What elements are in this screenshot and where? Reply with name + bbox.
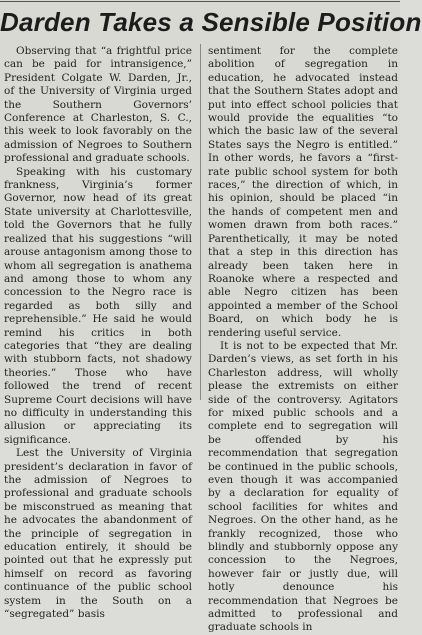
column-divider [200,44,201,400]
article-headline: Darden Takes a Sensible Position [0,7,422,37]
paragraph: Speaking with his customary frankness, Virginia’s former Governor, now head of its great State university at Charlottesville, told the Governors that he fully realized that his suggestions “will arouse antagonism among those to whom all segregation is anathema and among those to whom any concession to the Negro race is regarded as both silly and reprehensible.” He said he would remind his critics in both categories that “they are dealing with stubborn facts, not shadowy theories.” Those who have followed the trend of recent Supreme Court decisions will have no difficulty in understanding this allusion or appreciating its significance. [4,165,192,446]
paragraph: sentiment for the complete abolition of segregation in education, he advocated instead that the Southern States adopt and put into effect school policies that would provide the equalities “to which the basic law of the several States says the Negro is entitled.” In other words, he favors a “first-rate public school system for both races,” the direction of which, in his opinion, should be placed “in the hands of competent men and women drawn from both races.” Parenthetically, it may be noted that a step in this direction has already been taken here in Roanoke where a respected and able Negro citizen has been appointed a member of the School Board, on which body he is rendering useful service. [208,45,398,339]
paragraph: Lest the University of Virginia president’s declaration in favor of the admission of Negroes to professional and graduate schools be misconstrued as meaning that he advocates the abandonment of the principle of segregation in education entirely, it should be pointed out that he expressly put himself on record as favoring continuance of the public school system in the South on a “segregated” basis [4,447,192,621]
right-column [208,45,398,634]
paragraph: It is not to be expected that Mr. Darden’s views, as set forth in his Charleston address, will wholly please the extremists on either side of the controversy. Agitators for mixed public schools and a complete end to segregation will be offended by his recommendation that segregation be continued in the public schools, even though it was accompanied by a declaration for equality of school facilities for whites and Negroes. On the other hand, as he frankly recognized, those who blindly and stubbornly oppose any concession to the Negroes, however fair or justly due, will hotly denounce his recommendation that Negroes be admitted to professional and graduate schools in [208,339,398,634]
left-column [4,45,192,621]
top-rule [0,1,400,2]
paragraph: Observing that “a frightful price can be paid for intransigence,” President Colgate W. Darden, Jr., of the University of Virginia urged the Southern Governors’ Conference at Charleston, S. C., this week to look favorably on the admission of Negroes to Southern professional and graduate schools. [4,45,192,165]
